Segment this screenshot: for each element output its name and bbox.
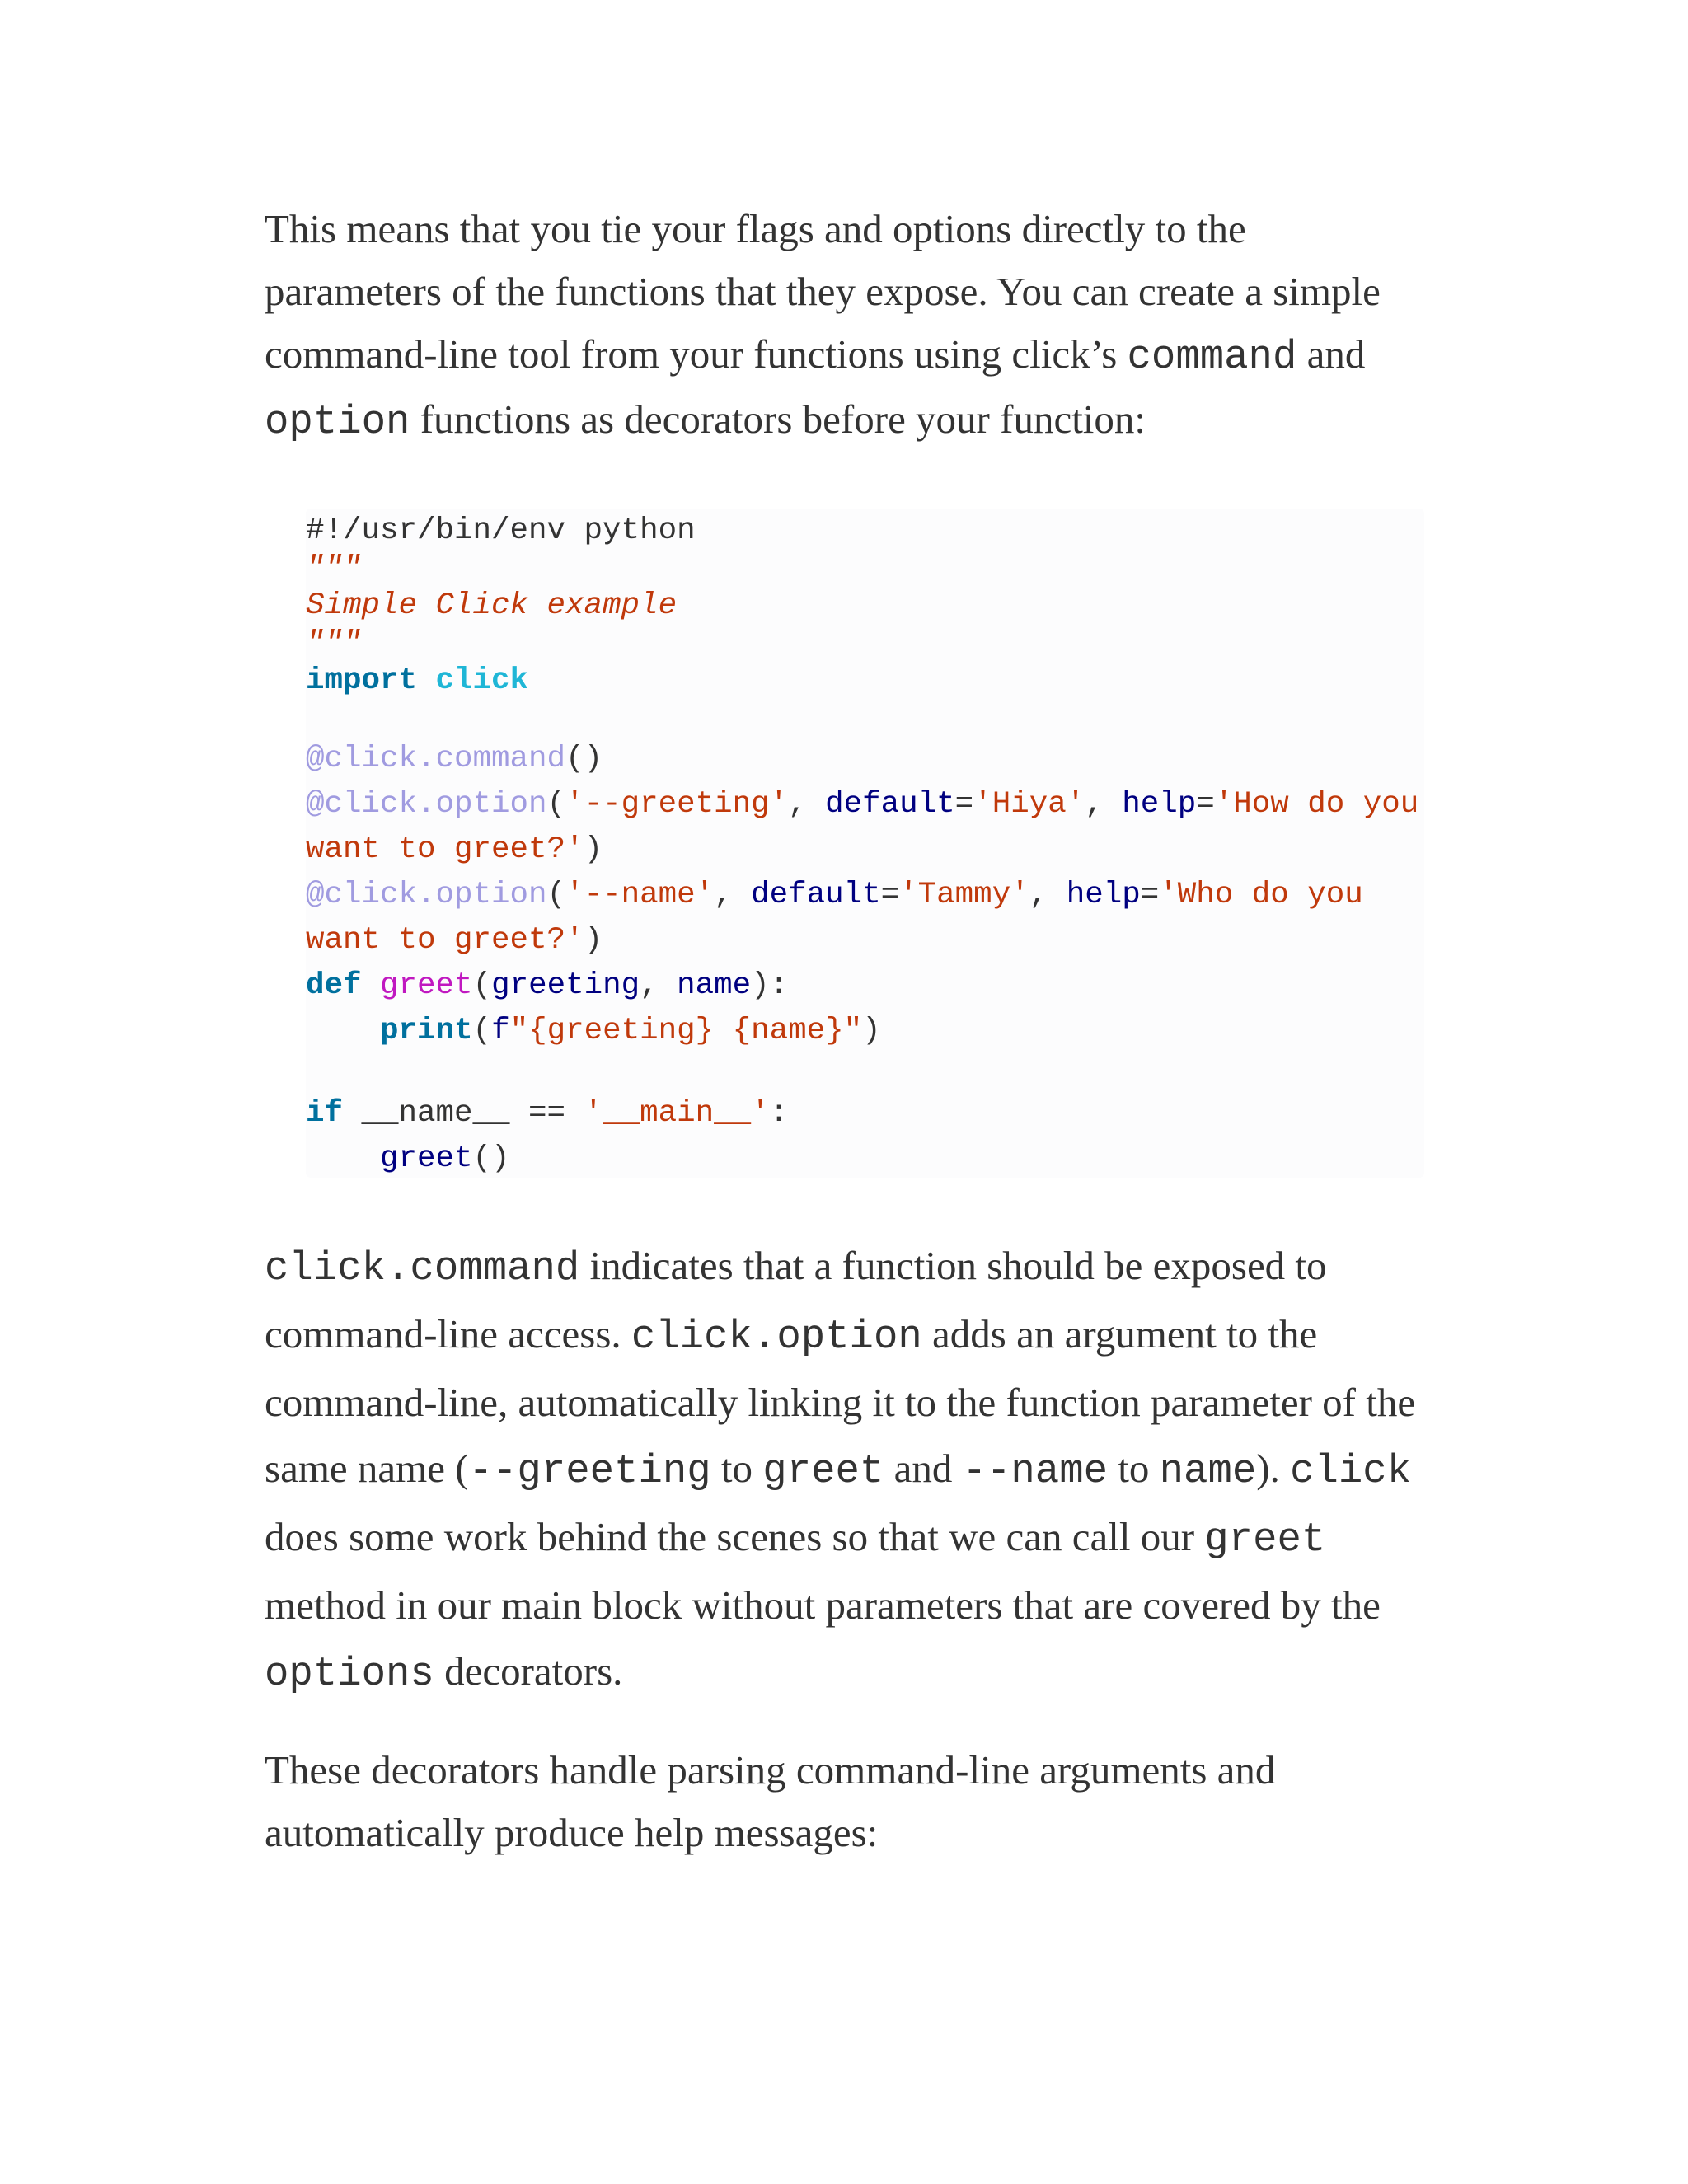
- code-line-10: want to greet?'): [306, 923, 603, 958]
- intro-text-3: functions as decorators before your function:: [410, 396, 1146, 442]
- closing-paragraph-block: [265, 1739, 1427, 1864]
- code-line-1: #!/usr/bin/env python: [306, 513, 696, 548]
- code-line-12: print(f"{greeting} {name}"): [380, 1014, 881, 1048]
- explanation-paragraph: click.command indicates that a function should be exposed to command-line access. click.option adds an argument to the command-line, automatically linking it to the function parameter of the same name (--greeting to greet and --name to name). click does some work behind the scenes so that we can call our greet method in our main block without parameters that are covered by the options decorators.: [265, 1243, 1416, 1697]
- code-line-13: if __name__ == '__main__':: [306, 1096, 789, 1131]
- code-line-6: @click.command(): [306, 742, 603, 776]
- intro-text-2: and: [1296, 331, 1366, 377]
- intro-code-option: option: [265, 399, 410, 445]
- code-line-5: import click: [306, 663, 529, 698]
- intro-paragraph-block: [265, 198, 1427, 453]
- code-line-9: @click.option('--name', default='Tammy', help='Who do you: [306, 878, 1363, 912]
- code-line-2: """: [306, 551, 362, 586]
- closing-paragraph: These decorators handle parsing command-line arguments and automatically produce help messages:: [265, 1747, 1276, 1855]
- code-line-14: greet(): [380, 1141, 510, 1176]
- code-block: [306, 509, 1424, 1178]
- code-line-4: """: [306, 626, 362, 661]
- intro-text-1: This means that you tie your flags and options directly to the parameters of the functions that they expose. You can create a simple command-line tool from your functions using click’s: [265, 206, 1381, 377]
- code-line-7: @click.option('--greeting', default='Hiya', help='How do you: [306, 787, 1419, 822]
- intro-code-command: command: [1127, 334, 1297, 380]
- explanation-paragraph-block: [265, 1233, 1427, 1707]
- code-line-8: want to greet?'): [306, 832, 603, 867]
- code-listing: [306, 509, 1418, 1182]
- code-line-3: Simple Click example: [306, 588, 678, 623]
- code-line-11: def greet(greeting, name):: [306, 968, 789, 1003]
- intro-paragraph: [265, 198, 1427, 453]
